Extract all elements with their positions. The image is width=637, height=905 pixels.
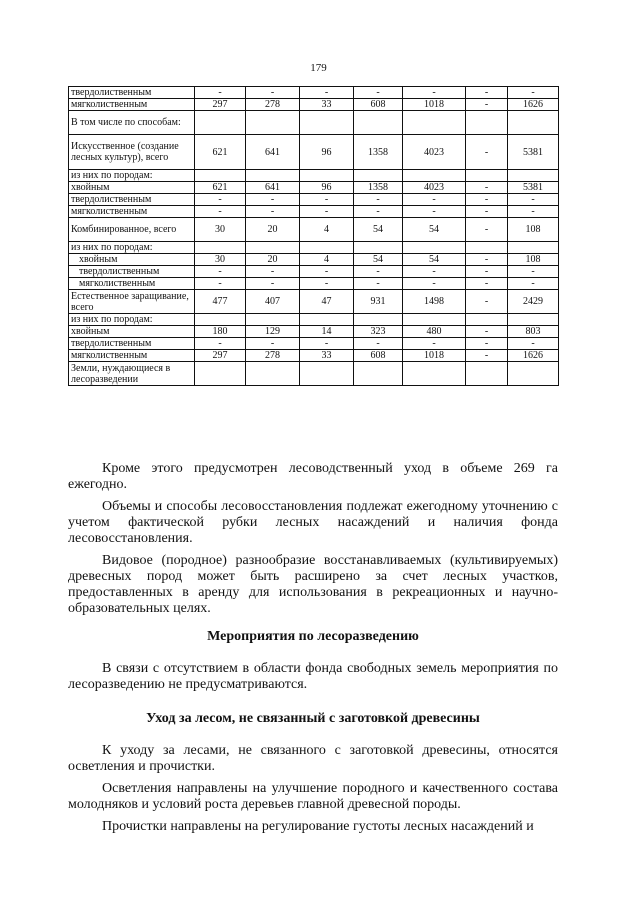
row-label: мягколиственным <box>69 278 195 290</box>
table-cell: - <box>466 350 508 362</box>
table-cell <box>246 362 300 386</box>
paragraph: Видовое (породное) разнообразие восстанавливаемых (культивируемых) древесных пород может быть расширено за счет лесных участков, предоставленных в аренду для использования в рекреационных и научно-образовательных целях. <box>68 553 558 616</box>
table-cell <box>466 170 508 182</box>
table-cell: 803 <box>508 326 559 338</box>
table-cell: 931 <box>354 290 403 314</box>
row-label: твердолиственным <box>69 87 195 99</box>
table-cell: - <box>195 87 246 99</box>
table-cell: 96 <box>300 135 354 170</box>
table-cell <box>246 111 300 135</box>
table-cell: 5381 <box>508 135 559 170</box>
table-cell: 14 <box>300 326 354 338</box>
table-cell: 608 <box>354 99 403 111</box>
table-cell: - <box>508 278 559 290</box>
table-row <box>69 278 559 290</box>
table-cell: - <box>508 206 559 218</box>
table-row <box>69 242 559 254</box>
table-cell: 1626 <box>508 99 559 111</box>
table-cell <box>195 362 246 386</box>
table-cell: - <box>403 338 466 350</box>
table-cell <box>195 314 246 326</box>
reforestation-table <box>68 86 559 386</box>
table-cell: 108 <box>508 254 559 266</box>
table-row <box>69 87 559 99</box>
table-row <box>69 266 559 278</box>
table-cell: - <box>466 266 508 278</box>
table-cell <box>354 314 403 326</box>
table-cell: - <box>195 266 246 278</box>
table-cell: - <box>466 290 508 314</box>
table-cell <box>466 314 508 326</box>
table-cell <box>508 242 559 254</box>
table-cell: - <box>354 338 403 350</box>
table-cell: 1626 <box>508 350 559 362</box>
table-row <box>69 170 559 182</box>
table-cell: - <box>246 87 300 99</box>
table-cell: - <box>466 254 508 266</box>
table-cell: - <box>246 338 300 350</box>
table-cell: 621 <box>195 135 246 170</box>
paragraph: Прочистки направлены на регулирование густоты лесных насаждений и <box>102 819 534 834</box>
table-cell: 47 <box>300 290 354 314</box>
table-cell: - <box>354 87 403 99</box>
table-cell: - <box>246 278 300 290</box>
table-cell: - <box>403 206 466 218</box>
row-label: твердолиственным <box>69 194 195 206</box>
row-label: твердолиственным <box>69 266 195 278</box>
table-row <box>69 350 559 362</box>
table-cell: 1358 <box>354 135 403 170</box>
table-row <box>69 338 559 350</box>
table-cell: 108 <box>508 218 559 242</box>
table-cell <box>403 111 466 135</box>
table-row <box>69 182 559 194</box>
table-row <box>69 111 559 135</box>
row-label: Естественное заращивание, всего <box>69 290 195 314</box>
table-cell: 4023 <box>403 182 466 194</box>
table-cell <box>403 242 466 254</box>
row-label: Комбинированное, всего <box>69 218 195 242</box>
text-block-1 <box>68 461 558 617</box>
table-cell: 54 <box>354 254 403 266</box>
row-label: хвойным <box>69 182 195 194</box>
table-cell: - <box>466 194 508 206</box>
table-cell: - <box>508 338 559 350</box>
table-row <box>69 362 559 386</box>
table-cell: - <box>466 99 508 111</box>
table-cell: 30 <box>195 254 246 266</box>
table-cell <box>508 111 559 135</box>
table-cell: 297 <box>195 99 246 111</box>
table-cell: 20 <box>246 254 300 266</box>
table-cell: - <box>403 266 466 278</box>
row-label: В том числе по способам: <box>69 111 195 135</box>
table-cell: 2429 <box>508 290 559 314</box>
table-cell: 4023 <box>403 135 466 170</box>
table-cell <box>195 111 246 135</box>
table-cell <box>300 111 354 135</box>
table-cell <box>246 314 300 326</box>
table-cell <box>246 242 300 254</box>
table-cell <box>466 111 508 135</box>
row-label: Искусственное (создание лесных культур), всего <box>69 135 195 170</box>
table-cell: 54 <box>354 218 403 242</box>
table-cell: - <box>300 87 354 99</box>
table-cell <box>300 170 354 182</box>
table-row <box>69 206 559 218</box>
table-row <box>69 326 559 338</box>
table-cell: 278 <box>246 350 300 362</box>
table-row <box>69 194 559 206</box>
table-cell: - <box>466 206 508 218</box>
table-cell <box>354 111 403 135</box>
table-cell <box>195 242 246 254</box>
table-cell: 621 <box>195 182 246 194</box>
table-row <box>69 135 559 170</box>
table-row <box>69 218 559 242</box>
table-cell <box>195 170 246 182</box>
table-cell: - <box>300 206 354 218</box>
table-cell: - <box>466 135 508 170</box>
table-cell <box>300 242 354 254</box>
table-cell: - <box>354 266 403 278</box>
table-cell: - <box>466 182 508 194</box>
row-label: Земли, нуждающиеся в лесоразведении <box>69 362 195 386</box>
table-cell: - <box>195 278 246 290</box>
text-block-3 <box>68 743 558 835</box>
table-cell <box>466 242 508 254</box>
section-heading-forest-care: Уход за лесом, не связанный с заготовкой древесины <box>146 711 480 726</box>
page-number: 179 <box>310 62 327 74</box>
table-cell: - <box>300 194 354 206</box>
table-cell: 641 <box>246 135 300 170</box>
table-cell: - <box>466 87 508 99</box>
table-cell: - <box>300 278 354 290</box>
table-cell <box>403 170 466 182</box>
table-cell: 54 <box>403 218 466 242</box>
table-cell: 1018 <box>403 350 466 362</box>
row-label: хвойным <box>69 254 195 266</box>
table-cell: 608 <box>354 350 403 362</box>
table-row <box>69 254 559 266</box>
table-row <box>69 290 559 314</box>
table-cell <box>403 362 466 386</box>
table-cell: - <box>403 194 466 206</box>
row-label: мягколиственным <box>69 99 195 111</box>
table-cell: 323 <box>354 326 403 338</box>
row-label: мягколиственным <box>69 206 195 218</box>
paragraph: Объемы и способы лесовосстановления подлежат ежегодному уточнению с учетом фактической рубки лесных насаждений и наличия фонда лесовосстановления. <box>68 499 558 546</box>
row-label: твердолиственным <box>69 338 195 350</box>
table-cell <box>508 314 559 326</box>
table-cell: - <box>195 206 246 218</box>
table-cell: 477 <box>195 290 246 314</box>
table-cell: - <box>195 194 246 206</box>
table-cell: - <box>195 338 246 350</box>
table-cell: - <box>354 194 403 206</box>
paragraph: Кроме этого предусмотрен лесоводственный уход в объеме 269 га ежегодно. <box>68 461 558 492</box>
table-cell: 5381 <box>508 182 559 194</box>
table-cell <box>403 314 466 326</box>
table-cell: - <box>246 194 300 206</box>
table-cell: - <box>354 206 403 218</box>
table-cell <box>466 362 508 386</box>
table-cell: 480 <box>403 326 466 338</box>
table-cell <box>354 362 403 386</box>
table-cell: - <box>246 266 300 278</box>
table-cell <box>300 362 354 386</box>
table-cell: - <box>403 278 466 290</box>
table-cell: 4 <box>300 218 354 242</box>
table-cell <box>508 362 559 386</box>
table-row <box>69 314 559 326</box>
table-cell: - <box>466 218 508 242</box>
table-cell: 20 <box>246 218 300 242</box>
table-cell: - <box>466 278 508 290</box>
table-cell: - <box>508 194 559 206</box>
table-cell: 1498 <box>403 290 466 314</box>
table-cell: 407 <box>246 290 300 314</box>
table-cell: - <box>300 266 354 278</box>
table-cell: - <box>466 338 508 350</box>
table-cell: 129 <box>246 326 300 338</box>
table-cell: - <box>403 87 466 99</box>
table-cell: 96 <box>300 182 354 194</box>
row-label: хвойным <box>69 326 195 338</box>
table-cell: 278 <box>246 99 300 111</box>
table-cell: - <box>354 278 403 290</box>
table-cell <box>354 170 403 182</box>
table-cell: 33 <box>300 350 354 362</box>
table-cell: - <box>300 338 354 350</box>
table-cell: - <box>466 326 508 338</box>
table-cell: 4 <box>300 254 354 266</box>
table-cell <box>508 170 559 182</box>
row-label: из них по породам: <box>69 170 195 182</box>
table-cell <box>246 170 300 182</box>
table-cell: 30 <box>195 218 246 242</box>
section-heading-afforestation: Мероприятия по лесоразведению <box>207 629 419 644</box>
paragraph: Осветления направлены на улучшение породного и качественного состава молодняков и условий роста деревьев главной древесной породы. <box>68 781 558 812</box>
row-label: из них по породам: <box>69 314 195 326</box>
table-cell: 641 <box>246 182 300 194</box>
table-cell: 180 <box>195 326 246 338</box>
table-row <box>69 99 559 111</box>
table-cell: 54 <box>403 254 466 266</box>
table-cell: 297 <box>195 350 246 362</box>
table-cell <box>354 242 403 254</box>
table-cell: - <box>246 206 300 218</box>
row-label: мягколиственным <box>69 350 195 362</box>
table-cell: - <box>508 87 559 99</box>
row-label: из них по породам: <box>69 242 195 254</box>
table-cell: 1018 <box>403 99 466 111</box>
table-cell <box>300 314 354 326</box>
paragraph: В связи с отсутствием в области фонда свободных земель мероприятия по лесоразведению не предусматриваются. <box>68 661 558 692</box>
table-cell: 1358 <box>354 182 403 194</box>
text-block-2 <box>68 661 558 693</box>
paragraph: К уходу за лесами, не связанного с заготовкой древесины, относятся осветления и прочистки. <box>68 743 558 774</box>
table-cell: - <box>508 266 559 278</box>
table-cell: 33 <box>300 99 354 111</box>
